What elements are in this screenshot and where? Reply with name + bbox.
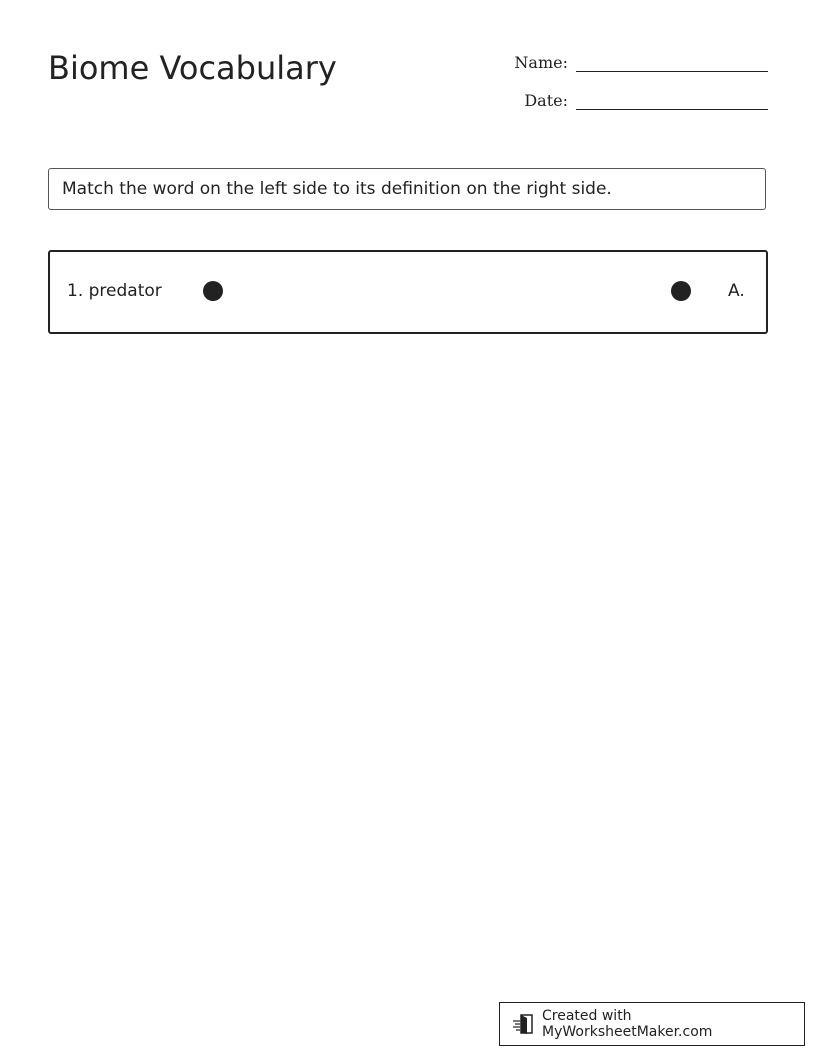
name-field bbox=[514, 52, 768, 74]
footer-credit-text: Created with MyWorksheetMaker.com bbox=[542, 1008, 713, 1040]
matching-box bbox=[48, 250, 768, 334]
term-match-dot[interactable] bbox=[203, 281, 223, 301]
worksheet-maker-logo-icon bbox=[512, 1012, 536, 1036]
definition-letter: A. bbox=[728, 281, 745, 301]
instructions-box bbox=[48, 168, 766, 210]
instructions-text: Match the word on the left side to its definition on the right side. bbox=[62, 179, 612, 199]
page-title: Biome Vocabulary bbox=[48, 49, 337, 87]
name-label: Name: bbox=[514, 53, 568, 72]
definition-match-dot[interactable] bbox=[671, 281, 691, 301]
footer-credit-badge bbox=[499, 1002, 805, 1046]
date-line[interactable] bbox=[576, 109, 768, 110]
name-line[interactable] bbox=[576, 71, 768, 72]
date-field bbox=[524, 90, 768, 112]
term-label: 1. predator bbox=[67, 281, 162, 301]
date-label: Date: bbox=[524, 91, 568, 110]
